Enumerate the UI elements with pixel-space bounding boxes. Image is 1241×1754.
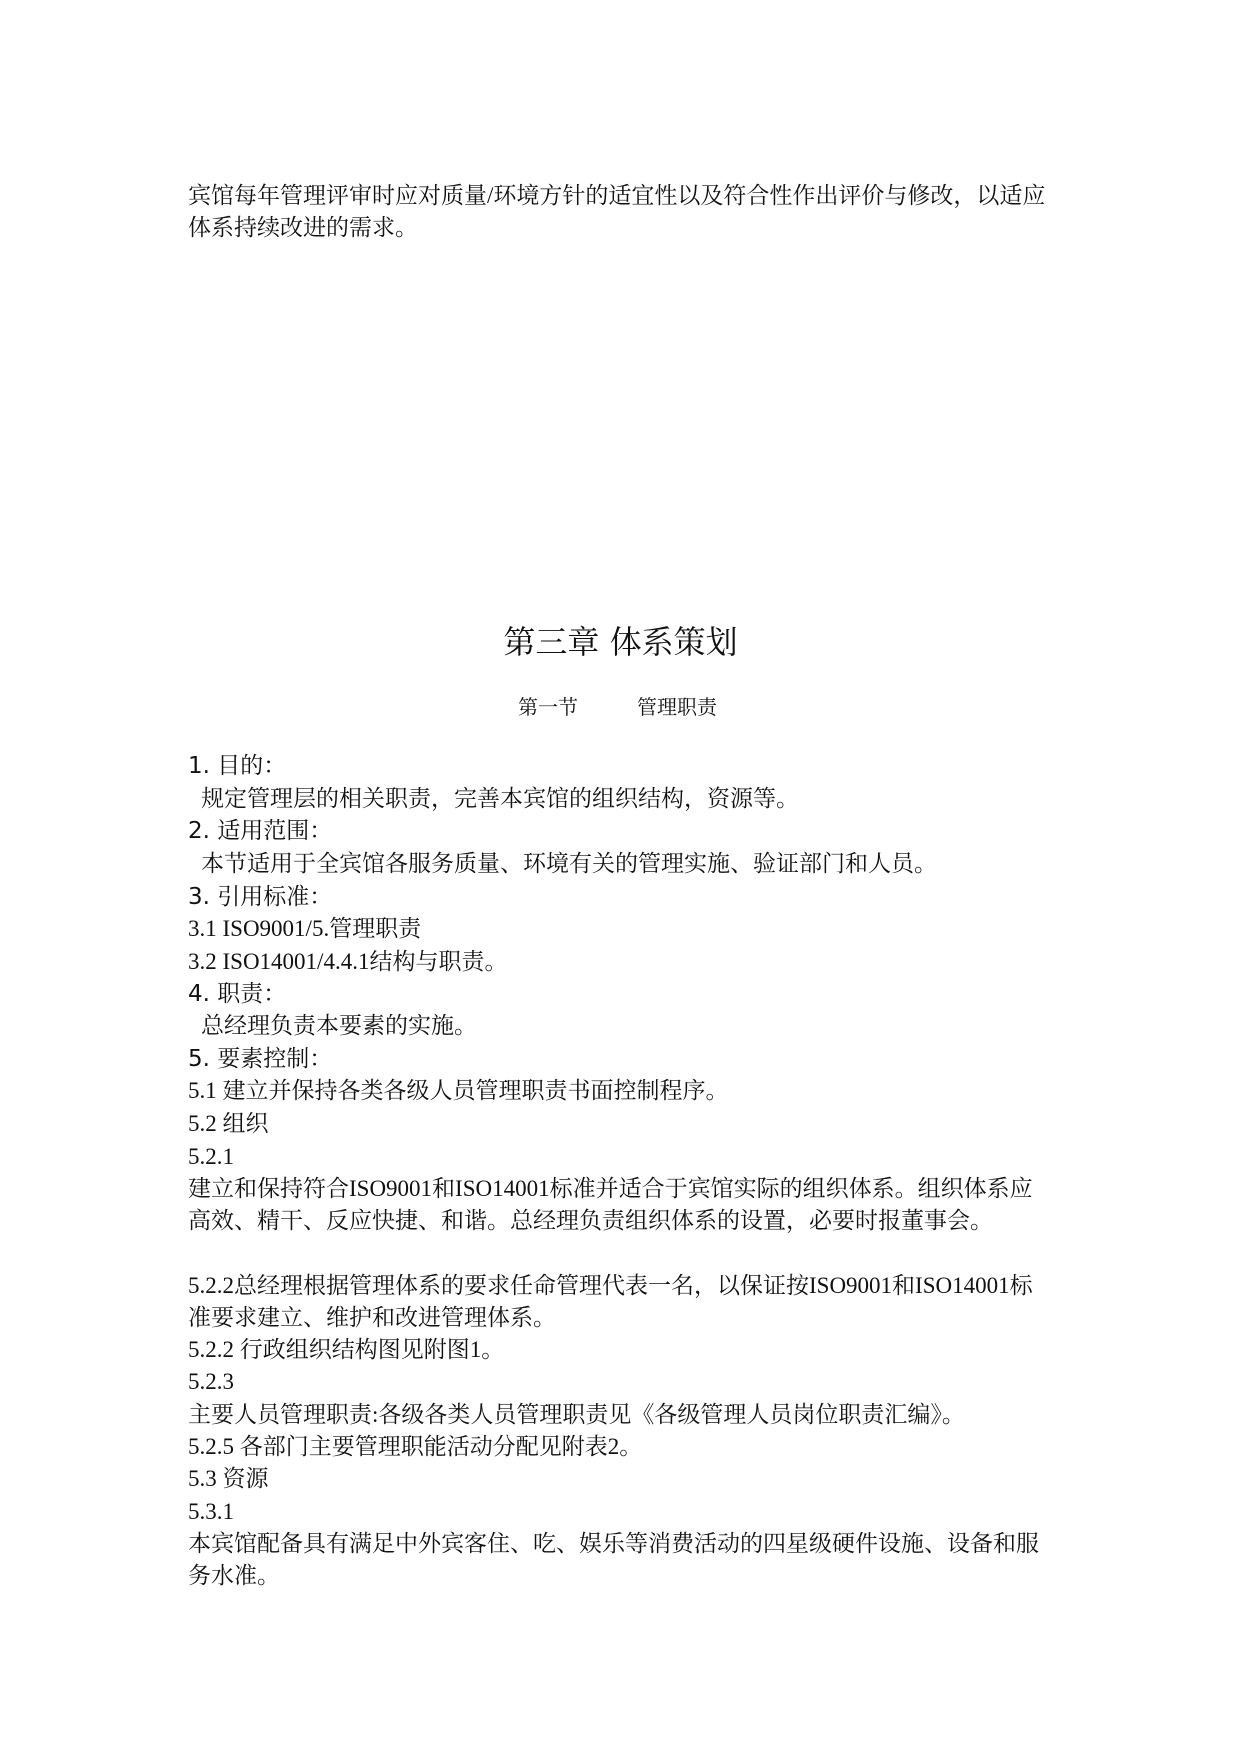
text-5-2-2-org-chart: 5.2.2 行政组织结构图见附图1。	[188, 1337, 505, 1362]
text-5-2: 5.2 组织	[188, 1111, 269, 1136]
text-5-1: 5.1 建立并保持各类各级人员管理职责书面控制程序。	[188, 1078, 729, 1103]
section-number: 第一节	[518, 695, 578, 719]
heading-purpose: 1. 目的：	[188, 753, 287, 779]
heading-element-control: 5. 要素控制：	[188, 1046, 333, 1072]
text-reference-3-2: 3.2 ISO14001/4.4.1结构与职责。	[188, 949, 508, 974]
heading-references: 3. 引用标准：	[188, 884, 333, 910]
text-5-2-1-number: 5.2.1	[188, 1144, 234, 1169]
section-title: 管理职责	[637, 695, 717, 719]
text-responsibilities: 总经理负责本要素的实施。	[201, 1013, 477, 1038]
intro-paragraph: 宾馆每年管理评审时应对质量/环境方针的适宜性以及符合性作出评价与修改，以适应体系持续改进的需求。	[188, 183, 1046, 240]
text-5-2-3: 主要人员管理职责:各级各类人员管理职责见《各级管理人员岗位职责汇编》。	[188, 1402, 965, 1427]
text-scope: 本节适用于全宾馆各服务质量、环境有关的管理实施、验证部门和人员。	[201, 851, 937, 876]
chapter-title: 第三章 体系策划	[503, 623, 738, 661]
heading-responsibilities: 4. 职责：	[188, 981, 287, 1007]
text-5-2-5: 5.2.5 各部门主要管理职能活动分配见附表2。	[188, 1434, 643, 1459]
text-reference-3-1: 3.1 ISO9001/5.管理职责	[188, 916, 422, 941]
text-5-2-2-appointment: 5.2.2总经理根据管理体系的要求任命管理代表一名，以保证按ISO9001和ISO14001标准要求建立、维护和改进管理体系。	[188, 1273, 1033, 1330]
text-5-2-3-number: 5.2.3	[188, 1369, 234, 1394]
heading-scope: 2. 适用范围：	[188, 818, 333, 844]
text-purpose: 规定管理层的相关职责，完善本宾馆的组织结构，资源等。	[201, 786, 799, 811]
text-5-3-1-number: 5.3.1	[188, 1499, 234, 1524]
text-5-3: 5.3 资源	[188, 1466, 269, 1491]
text-5-3-1: 本宾馆配备具有满足中外宾客住、吃、娱乐等消费活动的四星级硬件设施、设备和服务水准。	[188, 1531, 1039, 1588]
text-5-2-1: 建立和保持符合ISO9001和ISO14001标准并适合于宾馆实际的组织体系。组织体系应高效、精干、反应快捷、和谐。总经理负责组织体系的设置，必要时报董事会。	[188, 1176, 1033, 1233]
